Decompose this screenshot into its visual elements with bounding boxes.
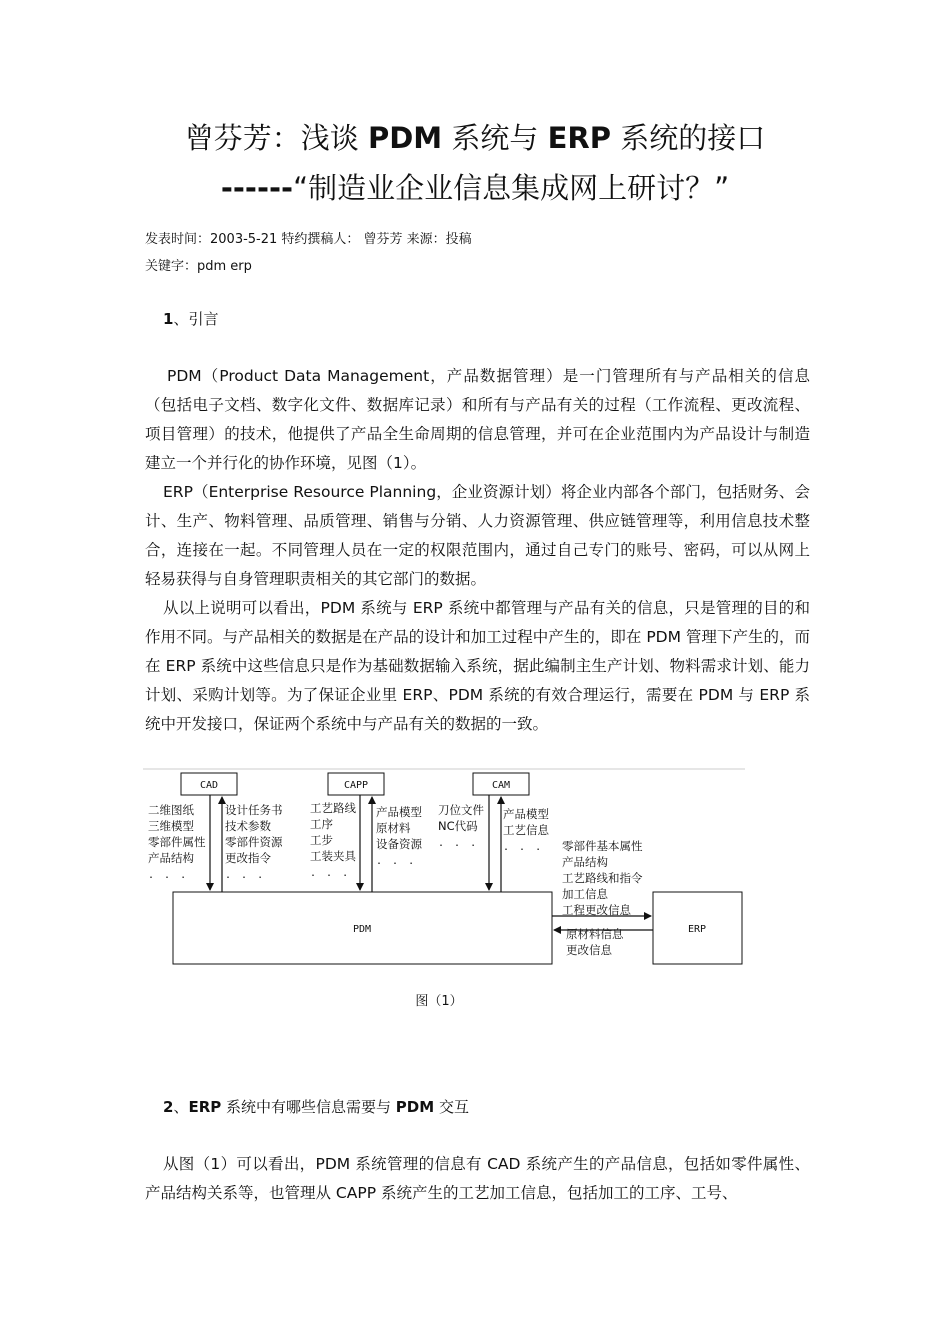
capp-down-item: 工步 (310, 833, 333, 847)
from-erp-item: 更改信息 (566, 943, 612, 957)
capp-up-item: 产品模型 (376, 805, 422, 819)
section-2-heading (163, 1097, 469, 1117)
publish-info: 发表时间：2003-5-21 特约撰稿人： 曾芬芳 来源：投稿 (145, 232, 472, 247)
capp-output-labels (310, 801, 356, 879)
cad-down-ellipsis: . . . (148, 870, 189, 881)
document-subtitle (0, 168, 950, 208)
title-mid: 系统与 (442, 121, 548, 155)
section-2-body (145, 1150, 810, 1208)
capp-down-item: 工装夹具 (310, 849, 356, 863)
capp-down-ellipsis: . . . (310, 868, 351, 879)
pdm-label: PDM (352, 924, 372, 935)
section-2-end: 交互 (434, 1098, 469, 1116)
capp-up-item: 原材料 (376, 821, 411, 835)
cam-down-item: NC代码 (438, 819, 478, 833)
cam-output-labels (438, 803, 484, 849)
paragraph-figure-explanation: 从图（1）可以看出，PDM 系统管理的信息有 CAD 系统产生的产品信息，包括如零件属性、产品结构关系等，也管理从 CAPP 系统产生的工艺加工信息，包括加工的工序、工号、 (145, 1155, 810, 1202)
capp-down-item: 工艺路线 (310, 801, 356, 815)
cad-label: CAD (199, 780, 219, 791)
cad-up-item: 设计任务书 (225, 803, 283, 817)
subtitle-text: “制造业企业信息集成网上研讨？” (293, 171, 730, 205)
section-2-sep: 、 (173, 1098, 189, 1116)
cam-down-ellipsis: . . . (438, 838, 479, 849)
to-erp-item: 零部件基本属性 (562, 839, 643, 853)
paragraph-pdm: PDM（Product Data Management，产品数据管理）是一门管理所有与产品相关的信息（包括电子文档、数字化文件、数据库记录）和所有与产品有关的过程（工作流程、更改流程、项目管理）的技术，他提供了产品全生命周期的信息管理，并可在企业范围内为产品设计与制造建立一个并行化的协作环境，见图（1）。 (145, 367, 810, 472)
subtitle-dashes: ------ (220, 171, 294, 205)
capp-label: CAPP (343, 780, 369, 791)
cad-down-item: 三维模型 (148, 819, 194, 833)
cam-input-labels (503, 807, 549, 853)
erp-to-pdm-labels (566, 927, 624, 957)
to-erp-item: 产品结构 (562, 855, 608, 869)
figure-1 (143, 768, 745, 1016)
cad-down-item: 零部件属性 (148, 835, 206, 849)
pdm-to-erp-labels (562, 839, 643, 917)
cam-up-item: 工艺信息 (503, 823, 549, 837)
paragraph-interface: 从以上说明可以看出，PDM 系统与 ERP 系统中都管理与产品有关的信息，只是管理的目的和作用不同。与产品相关的数据是在产品的设计和加工过程中产生的，即在 PDM 管理下产生的，而在 ERP 系统中这些信息只是作为基础数据输入系统，据此编制主生产计划、物料需求计划、能力计划、采购计划等。为了保证企业里 ERP、PDM 系统的有效合理运行，需要在 PDM 与 ERP 系统中开发接口，保证两个系统中与产品有关的数据的一致。 (145, 599, 810, 733)
cam-label: CAM (491, 780, 511, 791)
title-erp: ERP (547, 121, 612, 155)
section-2-text: 系统中有哪些信息需要与 (221, 1098, 396, 1116)
capp-up-item: 设备资源 (376, 837, 422, 851)
section-1-title: 、引言 (173, 310, 219, 328)
document-title (0, 118, 950, 158)
title-suffix: 系统的接口 (611, 121, 766, 155)
cad-down-item: 二维图纸 (148, 803, 194, 817)
cad-up-ellipsis: . . . (225, 870, 266, 881)
section-1-heading (163, 309, 218, 329)
cad-up-item: 零部件资源 (225, 835, 283, 849)
to-erp-item: 加工信息 (562, 887, 608, 901)
section-2-pdm: PDM (395, 1098, 435, 1116)
paragraph-erp: ERP（Enterprise Resource Planning，企业资源计划）将企业内部各个部门，包括财务、会计、生产、物料管理、品质管理、销售与分销、人力资源管理、供应链管理等，利用信息技术整合，连接在一起。不同管理人员在一定的权限范围内，通过自己专门的账号、密码，可以从网上轻易获得与自身管理职责相关的其它部门的数据。 (145, 483, 810, 588)
keywords: 关键字：pdm erp (145, 259, 252, 274)
cad-down-item: 产品结构 (148, 851, 194, 865)
from-erp-item: 原材料信息 (566, 927, 624, 941)
capp-up-ellipsis: . . . (376, 856, 417, 867)
figure-caption: 图（1） (415, 994, 463, 1009)
cad-up-item: 技术参数 (225, 819, 271, 833)
section-1-number: 1 (163, 310, 174, 328)
to-erp-item: 工艺路线和指令 (562, 871, 643, 885)
cad-output-labels (148, 803, 206, 881)
section-2-number: 2 (163, 1098, 174, 1116)
cam-up-ellipsis: . . . (503, 842, 544, 853)
section-2-erp: ERP (188, 1098, 222, 1116)
erp-label: ERP (687, 924, 707, 935)
pdm-erp-diagram (143, 768, 745, 1016)
to-erp-item: 工程更改信息 (562, 903, 631, 917)
intro-body (145, 362, 810, 739)
capp-input-labels (376, 805, 422, 867)
cad-input-labels (225, 803, 283, 881)
cam-up-item: 产品模型 (503, 807, 549, 821)
title-prefix: 曾芬芳：浅谈 (184, 121, 368, 155)
cam-down-item: 刀位文件 (438, 803, 484, 817)
capp-down-item: 工序 (310, 817, 333, 831)
title-pdm: PDM (367, 121, 443, 155)
cad-up-item: 更改指令 (225, 851, 271, 865)
